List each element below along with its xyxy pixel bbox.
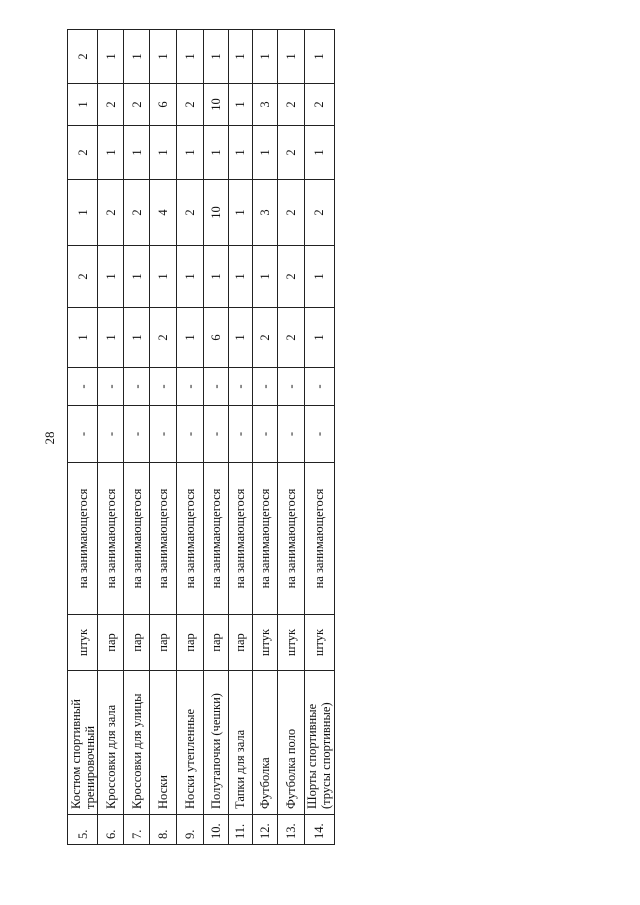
row-number: 12. bbox=[252, 815, 277, 845]
row-number: 8. bbox=[150, 815, 177, 845]
table-row bbox=[98, 30, 124, 845]
table-row bbox=[204, 30, 228, 845]
value-cell: 1 bbox=[204, 246, 228, 308]
value-cell: 2 bbox=[68, 30, 98, 84]
value-cell: 1 bbox=[304, 308, 334, 368]
value-cell: - bbox=[124, 368, 150, 406]
item-name: Носки bbox=[150, 671, 177, 815]
value-cell: 1 bbox=[252, 246, 277, 308]
item-name: Футболка bbox=[252, 671, 277, 815]
value-cell: 1 bbox=[228, 246, 252, 308]
value-cell: 2 bbox=[277, 180, 304, 246]
value-cell: 1 bbox=[304, 126, 334, 180]
value-cell: 1 bbox=[252, 30, 277, 84]
value-cell: 2 bbox=[304, 180, 334, 246]
value-cell: - bbox=[228, 368, 252, 406]
equipment-table-area bbox=[67, 30, 335, 845]
value-cell: 1 bbox=[98, 126, 124, 180]
value-cell: 2 bbox=[98, 84, 124, 126]
item-name: Тапки для зала bbox=[228, 671, 252, 815]
value-cell: 1 bbox=[277, 30, 304, 84]
value-cell: - bbox=[124, 406, 150, 463]
value-cell: - bbox=[304, 368, 334, 406]
value-cell: 1 bbox=[228, 84, 252, 126]
value-cell: 1 bbox=[124, 30, 150, 84]
table-row bbox=[124, 30, 150, 845]
value-cell: 1 bbox=[68, 180, 98, 246]
value-cell: 1 bbox=[98, 30, 124, 84]
page-number: 28 bbox=[42, 431, 57, 445]
value-cell: 1 bbox=[68, 308, 98, 368]
value-cell: - bbox=[277, 406, 304, 463]
table-row bbox=[304, 30, 334, 845]
value-cell: 2 bbox=[124, 180, 150, 246]
value-cell: - bbox=[68, 406, 98, 463]
value-cell: - bbox=[252, 368, 277, 406]
value-cell: 2 bbox=[177, 84, 204, 126]
equipment-table bbox=[67, 29, 335, 845]
calc-unit-cell: на занимающегося bbox=[277, 463, 304, 615]
value-cell: 3 bbox=[252, 84, 277, 126]
value-cell: 2 bbox=[277, 246, 304, 308]
value-cell: - bbox=[68, 368, 98, 406]
row-number: 13. bbox=[277, 815, 304, 845]
unit-cell: пар bbox=[228, 615, 252, 671]
value-cell: 1 bbox=[150, 246, 177, 308]
calc-unit-cell: на занимающегося bbox=[252, 463, 277, 615]
value-cell: 2 bbox=[124, 84, 150, 126]
value-cell: - bbox=[204, 368, 228, 406]
calc-unit-cell: на занимающегося bbox=[204, 463, 228, 615]
value-cell: 1 bbox=[98, 246, 124, 308]
value-cell: 1 bbox=[228, 126, 252, 180]
table-row bbox=[228, 30, 252, 845]
value-cell: 1 bbox=[124, 246, 150, 308]
table-row bbox=[177, 30, 204, 845]
value-cell: 2 bbox=[277, 308, 304, 368]
unit-cell: штук bbox=[304, 615, 334, 671]
value-cell: - bbox=[177, 368, 204, 406]
calc-unit-cell: на занимающегося bbox=[228, 463, 252, 615]
value-cell: 1 bbox=[204, 126, 228, 180]
value-cell: 1 bbox=[177, 30, 204, 84]
calc-unit-cell: на занимающегося bbox=[98, 463, 124, 615]
value-cell: 1 bbox=[150, 126, 177, 180]
value-cell: 1 bbox=[204, 30, 228, 84]
value-cell: - bbox=[98, 406, 124, 463]
row-number: 7. bbox=[124, 815, 150, 845]
unit-cell: штук bbox=[68, 615, 98, 671]
value-cell: 1 bbox=[98, 308, 124, 368]
rotated-table-wrapper bbox=[67, 30, 335, 845]
item-name: Футболка поло bbox=[277, 671, 304, 815]
item-name: Носки утепленные bbox=[177, 671, 204, 815]
value-cell: 1 bbox=[177, 126, 204, 180]
calc-unit-cell: на занимающегося bbox=[304, 463, 334, 615]
value-cell: 1 bbox=[68, 84, 98, 126]
value-cell: - bbox=[150, 406, 177, 463]
value-cell: 3 bbox=[252, 180, 277, 246]
value-cell: 10 bbox=[204, 180, 228, 246]
item-name: Полутапочки (чешки) bbox=[204, 671, 228, 815]
table-row bbox=[68, 30, 98, 845]
value-cell: - bbox=[304, 406, 334, 463]
unit-cell: штук bbox=[252, 615, 277, 671]
row-number: 6. bbox=[98, 815, 124, 845]
value-cell: - bbox=[150, 368, 177, 406]
calc-unit-cell: на занимающегося bbox=[68, 463, 98, 615]
unit-cell: пар bbox=[124, 615, 150, 671]
value-cell: - bbox=[277, 368, 304, 406]
value-cell: 6 bbox=[150, 84, 177, 126]
value-cell: 1 bbox=[228, 30, 252, 84]
unit-cell: пар bbox=[204, 615, 228, 671]
value-cell: 2 bbox=[98, 180, 124, 246]
value-cell: 2 bbox=[150, 308, 177, 368]
value-cell: - bbox=[252, 406, 277, 463]
calc-unit-cell: на занимающегося bbox=[177, 463, 204, 615]
calc-unit-cell: на занимающегося bbox=[150, 463, 177, 615]
value-cell: 4 bbox=[150, 180, 177, 246]
value-cell: 2 bbox=[304, 84, 334, 126]
item-name: Костюм спортивный тренировочный bbox=[68, 671, 98, 815]
item-name: Кроссовки для улицы bbox=[124, 671, 150, 815]
row-number: 11. bbox=[228, 815, 252, 845]
value-cell: 2 bbox=[277, 84, 304, 126]
unit-cell: штук bbox=[277, 615, 304, 671]
value-cell: 10 bbox=[204, 84, 228, 126]
unit-cell: пар bbox=[150, 615, 177, 671]
value-cell: - bbox=[228, 406, 252, 463]
item-name: Кроссовки для зала bbox=[98, 671, 124, 815]
value-cell: 1 bbox=[304, 30, 334, 84]
value-cell: 2 bbox=[252, 308, 277, 368]
value-cell: 1 bbox=[177, 308, 204, 368]
value-cell: 1 bbox=[252, 126, 277, 180]
value-cell: 1 bbox=[177, 246, 204, 308]
row-number: 5. bbox=[68, 815, 98, 845]
value-cell: 2 bbox=[277, 126, 304, 180]
unit-cell: пар bbox=[98, 615, 124, 671]
table-row bbox=[277, 30, 304, 845]
item-name: Шорты спортивные (трусы спортивные) bbox=[304, 671, 334, 815]
value-cell: 6 bbox=[204, 308, 228, 368]
unit-cell: пар bbox=[177, 615, 204, 671]
value-cell: - bbox=[204, 406, 228, 463]
value-cell: 2 bbox=[68, 246, 98, 308]
value-cell: - bbox=[98, 368, 124, 406]
value-cell: 1 bbox=[228, 308, 252, 368]
value-cell: 1 bbox=[304, 246, 334, 308]
value-cell: - bbox=[177, 406, 204, 463]
value-cell: 1 bbox=[124, 126, 150, 180]
value-cell: 1 bbox=[124, 308, 150, 368]
row-number: 10. bbox=[204, 815, 228, 845]
calc-unit-cell: на занимающегося bbox=[124, 463, 150, 615]
value-cell: 1 bbox=[150, 30, 177, 84]
value-cell: 2 bbox=[68, 126, 98, 180]
table-row bbox=[252, 30, 277, 845]
row-number: 14. bbox=[304, 815, 334, 845]
table-row bbox=[150, 30, 177, 845]
value-cell: 1 bbox=[228, 180, 252, 246]
value-cell: 2 bbox=[177, 180, 204, 246]
row-number: 9. bbox=[177, 815, 204, 845]
